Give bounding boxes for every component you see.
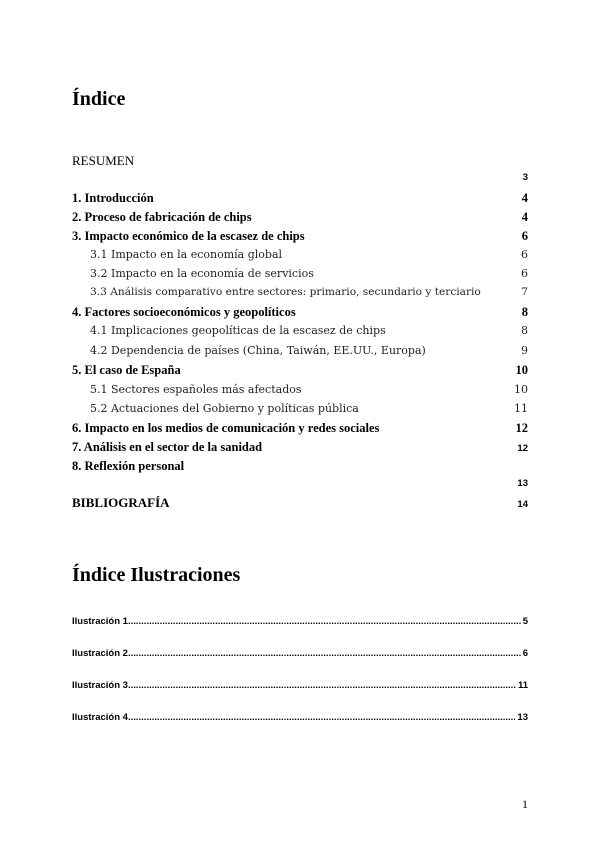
toc-entry[interactable]	[72, 305, 528, 320]
page-number: 1	[522, 797, 528, 811]
illustration-entry[interactable]	[72, 648, 528, 659]
toc-subentry[interactable]	[72, 324, 528, 337]
toc-resumen-label: RESUMEN	[72, 153, 135, 168]
toc-resumen-page-row	[72, 172, 528, 183]
toc-entry-page: 8	[521, 305, 528, 319]
illustration-label: Ilustración 1	[72, 616, 128, 627]
toc-entry-page: 13	[517, 478, 528, 489]
illustration-label: Ilustración 4	[72, 712, 128, 723]
toc-entry[interactable]	[72, 440, 528, 455]
toc-entry-page: 9	[521, 344, 528, 357]
toc-entry-label: 3.2 Impacto en la economía de servicios	[90, 267, 314, 280]
toc-subentry[interactable]	[72, 402, 528, 415]
toc-entry-page: 4	[521, 191, 528, 205]
toc-subentry[interactable]	[72, 286, 528, 298]
toc-entry-label: 3. Impacto económico de la escasez de chips	[72, 229, 305, 243]
illustration-page: 6	[522, 648, 528, 659]
illustration-page: 11	[517, 680, 528, 691]
illustrations-title: Índice Ilustraciones	[72, 564, 241, 586]
toc-entry[interactable]	[72, 210, 528, 225]
illustration-entry[interactable]	[72, 680, 528, 691]
toc-entry-label: 2. Proceso de fabricación de chips	[72, 210, 252, 224]
leader-dots	[128, 680, 516, 691]
toc-entry[interactable]	[72, 363, 528, 378]
illustration-entry[interactable]	[72, 712, 528, 723]
leader-dots	[128, 648, 521, 659]
toc-resumen-page: 3	[522, 172, 528, 183]
illustration-entry[interactable]	[72, 616, 528, 627]
toc-entry-page: 4	[521, 210, 528, 224]
leader-dots	[128, 712, 515, 723]
toc-entry-label: 4.1 Implicaciones geopolíticas de la escasez de chips	[90, 324, 386, 337]
toc-entry-label: 4. Factores socioeconómicos y geopolíticos	[72, 305, 296, 319]
illustration-label: Ilustración 3	[72, 680, 128, 691]
toc-entry-page: 6	[521, 248, 528, 261]
toc-entry-page: 10	[515, 363, 528, 377]
toc-entry-page: 12	[515, 421, 528, 435]
toc-entry-page: 6	[521, 267, 528, 280]
illustration-page: 13	[517, 712, 528, 723]
toc-entry-label: 7. Análisis en el sector de la sanidad	[72, 440, 263, 454]
toc-entry-page: 11	[514, 402, 528, 415]
toc-entry-page: 6	[521, 229, 528, 243]
toc-entry-page: 7	[521, 286, 528, 298]
toc-entry-label: 5. El caso de España	[72, 363, 181, 377]
toc-entry[interactable]	[72, 191, 528, 206]
toc-bibliografia-label: BIBLIOGRAFÍA	[72, 495, 170, 510]
toc-entry-page: 8	[521, 324, 528, 337]
toc-subentry[interactable]	[72, 248, 528, 261]
toc-entry-label: 3.3 Análisis comparativo entre sectores: primario, secundario y terciario	[90, 286, 481, 298]
illustration-label: Ilustración 2	[72, 648, 128, 659]
illustration-page: 5	[522, 616, 528, 627]
toc-resumen[interactable]	[72, 153, 528, 169]
toc-reflexion-page-row	[72, 478, 528, 489]
toc-entry-label: 8. Reflexión personal	[72, 459, 185, 473]
toc-entry[interactable]	[72, 421, 528, 436]
toc-entry-label: 5.1 Sectores españoles más afectados	[90, 383, 302, 396]
toc-entry-page: 12	[517, 443, 528, 454]
leader-dots	[128, 616, 521, 627]
toc-entry-page: 10	[514, 383, 528, 396]
toc-entry[interactable]	[72, 229, 528, 244]
toc-bibliografia-page: 14	[517, 499, 528, 510]
toc-subentry[interactable]	[72, 267, 528, 280]
toc-subentry[interactable]	[72, 344, 528, 357]
toc-bibliografia[interactable]	[72, 495, 528, 511]
toc-entry-label: 3.1 Impacto en la economía global	[90, 248, 283, 261]
index-title: Índice	[72, 88, 126, 110]
toc-entry-label: 6. Impacto en los medios de comunicación y redes sociales	[72, 421, 380, 435]
toc-entry-label: 1. Introducción	[72, 191, 154, 205]
toc-entry-label: 5.2 Actuaciones del Gobierno y políticas pública	[90, 402, 359, 415]
toc-entry-reflexion[interactable]	[72, 459, 528, 474]
toc-subentry[interactable]	[72, 383, 528, 396]
toc-entry-label: 4.2 Dependencia de países (China, Taiwán, EE.UU., Europa)	[90, 344, 426, 357]
